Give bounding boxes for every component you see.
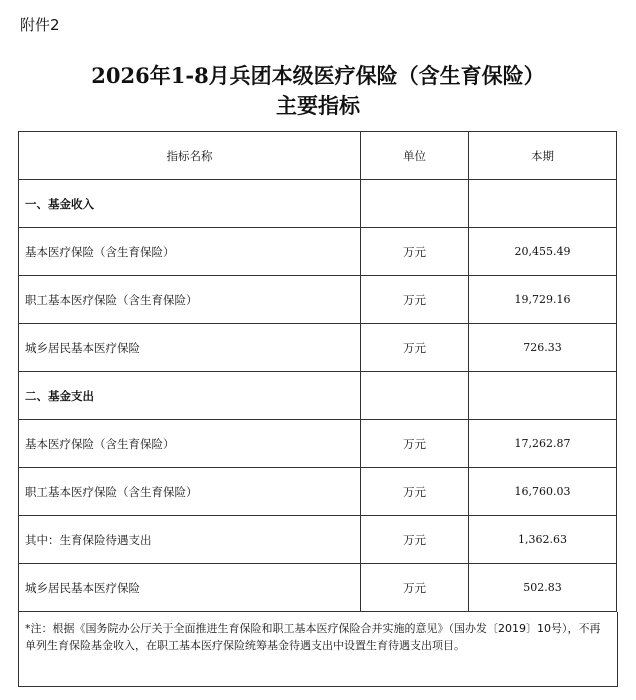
- indicator-name: 二、基金支出: [19, 372, 361, 420]
- indicator-unit: 万元: [361, 468, 469, 516]
- indicator-unit: 万元: [361, 324, 469, 372]
- indicator-value: 19,729.16: [469, 276, 617, 324]
- indicator-value: [469, 180, 617, 228]
- indicator-unit: 万元: [361, 276, 469, 324]
- header-unit: 单位: [361, 132, 469, 180]
- document-subtitle: 主要指标: [276, 93, 360, 118]
- table-row: [19, 228, 617, 276]
- indicator-name: 其中：生育保险待遇支出: [19, 516, 361, 564]
- indicator-value: 17,262.87: [469, 420, 617, 468]
- attachment-label: 附件2: [20, 16, 60, 34]
- indicator-name: 城乡居民基本医疗保险: [19, 324, 361, 372]
- indicator-unit: 万元: [361, 516, 469, 564]
- table-row: [19, 180, 617, 228]
- indicator-unit: [361, 372, 469, 420]
- indicator-name: 职工基本医疗保险（含生育保险）: [19, 276, 361, 324]
- indicator-name: 基本医疗保险（含生育保险）: [19, 420, 361, 468]
- table-row: [19, 372, 617, 420]
- indicator-value: 726.33: [469, 324, 617, 372]
- indicator-value: 20,455.49: [469, 228, 617, 276]
- indicator-value: 502.83: [469, 564, 617, 612]
- header-indicator-name: 指标名称: [19, 132, 361, 180]
- table-row: [19, 564, 617, 612]
- indicator-name: 基本医疗保险（含生育保险）: [19, 228, 361, 276]
- indicator-value: 1,362.63: [469, 516, 617, 564]
- table-row: [19, 324, 617, 372]
- header-current-period: 本期: [469, 132, 617, 180]
- indicator-unit: [361, 180, 469, 228]
- table-header-row: [19, 132, 617, 180]
- table-row: [19, 468, 617, 516]
- indicator-unit: 万元: [361, 564, 469, 612]
- document-title: 2026年1-8月兵团本级医疗保险（含生育保险）: [91, 63, 545, 88]
- indicator-value: 16,760.03: [469, 468, 617, 516]
- indicator-value: [469, 372, 617, 420]
- indicator-unit: 万元: [361, 228, 469, 276]
- table-row: [19, 420, 617, 468]
- indicator-name: 职工基本医疗保险（含生育保险）: [19, 468, 361, 516]
- indicators-table: [18, 131, 617, 612]
- indicator-unit: 万元: [361, 420, 469, 468]
- indicator-name: 城乡居民基本医疗保险: [19, 564, 361, 612]
- table-row: [19, 276, 617, 324]
- indicator-name: 一、基金收入: [19, 180, 361, 228]
- table-row: [19, 516, 617, 564]
- table-footnote: *注：根据《国务院办公厅关于全面推进生育保险和职工基本医疗保险合并实施的意见》（国办发〔2019〕10号），不再单列生育保险基金收入，在职工基本医疗保险统筹基金待遇支出中设置生育待遇支出项目。: [18, 612, 618, 687]
